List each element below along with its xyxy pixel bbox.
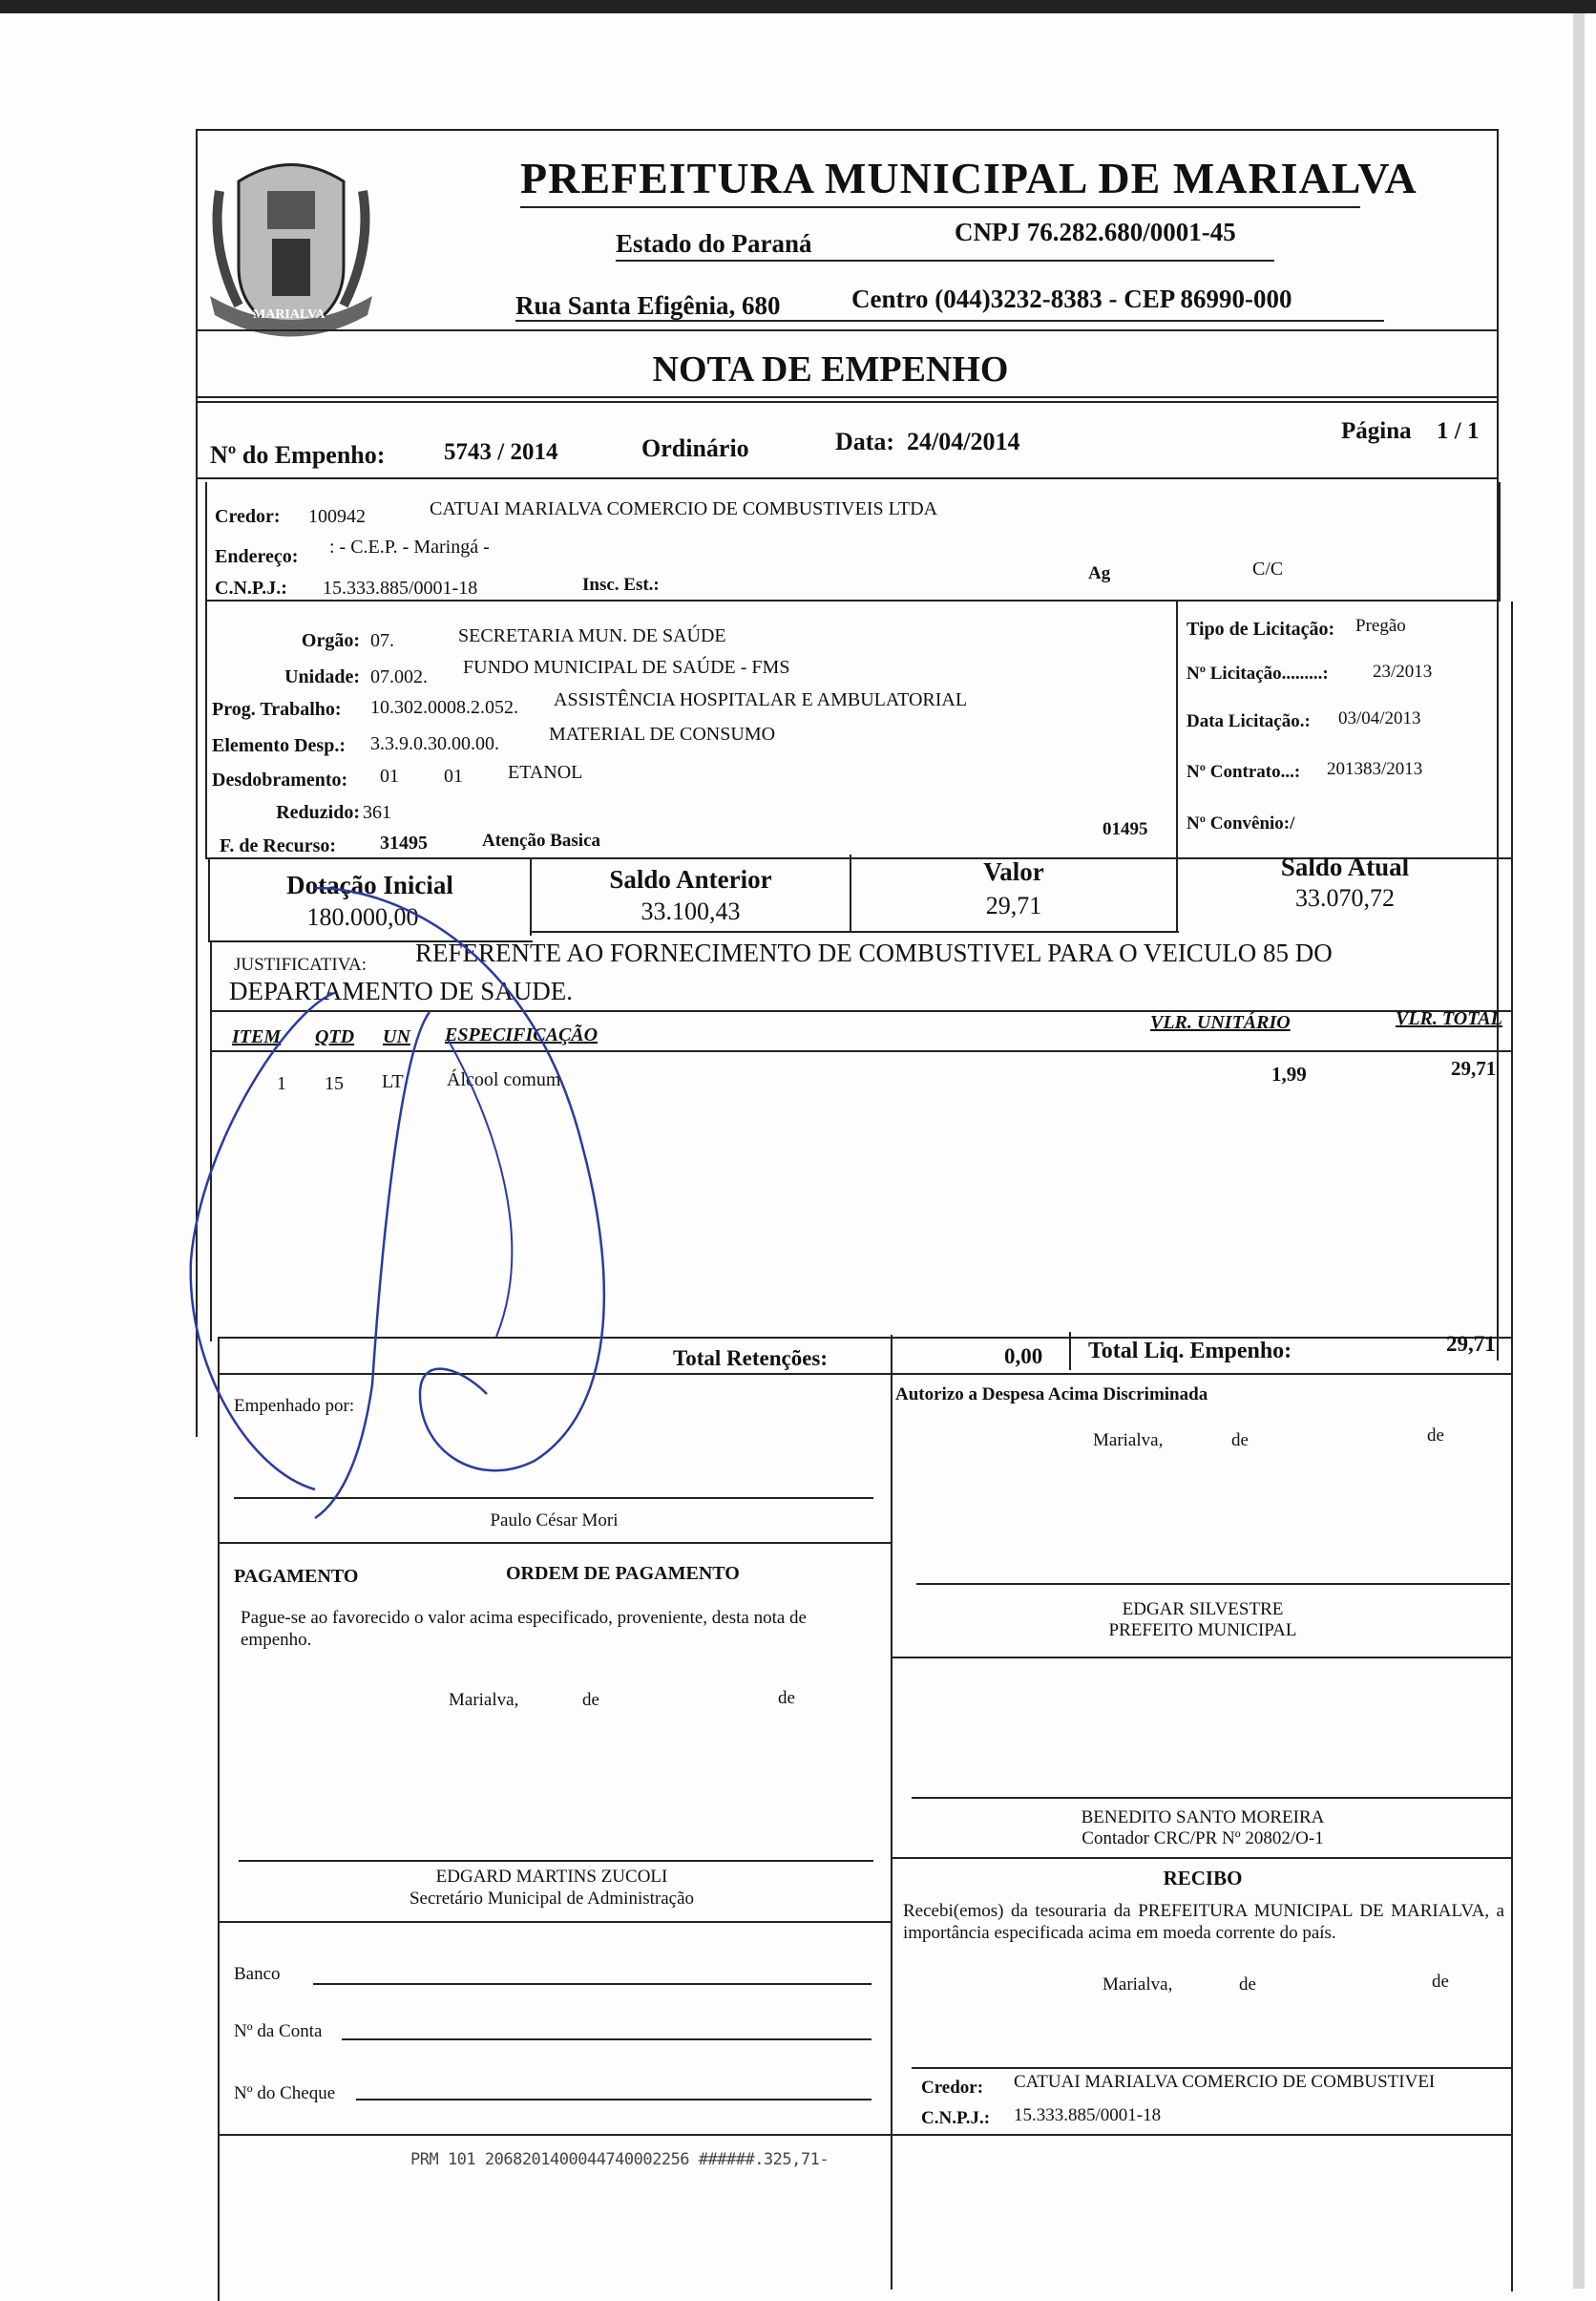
orgao: SECRETARIA MUN. DE SAÚDE	[458, 625, 726, 646]
cheque-label: Nº do Cheque	[234, 2083, 336, 2103]
item-qtd: 15	[325, 1073, 344, 1094]
cc-label: C/C	[1252, 559, 1284, 580]
empenho-data-label: Data:	[835, 428, 895, 455]
dotacao: 180.000,00	[306, 903, 419, 931]
frame-left-top	[196, 129, 198, 1437]
document-title: NOTA DE EMPENHO	[652, 349, 1009, 390]
autorizo-marialva: Marialva,	[1093, 1430, 1164, 1450]
empenho-numero-label: Nº do Empenho:	[210, 441, 386, 469]
autorizo-de-2: de	[1427, 1425, 1444, 1446]
retencoes-label: Total Retenções:	[673, 1346, 829, 1370]
credor-cnpj: 15.333.885/0001-18	[323, 578, 478, 599]
desdobramento-a: 01	[380, 766, 399, 787]
pagamento-label: PAGAMENTO	[234, 1566, 359, 1587]
ag-label: Ag	[1088, 563, 1111, 583]
prefeito-cargo: PREFEITO MUNICIPAL	[1108, 1620, 1297, 1640]
num-licitacao-label: Nº Licitação.........:	[1186, 664, 1329, 684]
prog: ASSISTÊNCIA HOSPITALAR E AMBULATORIAL	[554, 689, 968, 710]
recibo-credor-label: Credor:	[921, 2078, 984, 2098]
saldo-anterior-label: Saldo Anterior	[609, 865, 772, 894]
col-especificacao: ESPECIFICAÇÃO	[445, 1024, 598, 1045]
empenho-numero: 5743 / 2014	[444, 439, 558, 465]
prefeito-nome: EDGAR SILVESTRE	[1122, 1599, 1284, 1619]
col-qtd: QTD	[315, 1026, 355, 1047]
pagamento-texto: Pague-se ao favorecido o valor acima especificado, proveniente, desta nota de empenho.	[241, 1608, 807, 1650]
unidade: FUNDO MUNICIPAL DE SAÚDE - FMS	[463, 657, 790, 678]
contrato: 201383/2013	[1327, 759, 1423, 779]
estado: Estado do Paraná	[616, 229, 812, 258]
col-item: ITEM	[232, 1026, 282, 1047]
contrato-label: Nº Contrato...:	[1186, 762, 1301, 782]
unidade-label: Unidade:	[284, 666, 360, 687]
coat-of-arms	[200, 153, 382, 344]
col-vlr-total: VLR. TOTAL	[1396, 1008, 1502, 1029]
elemento-label: Elemento Desp.:	[212, 735, 346, 756]
desdobramento-b: 01	[444, 766, 463, 787]
empenho-data: 24/04/2014	[907, 428, 1020, 455]
cnpj-label: C.N.P.J.:	[215, 578, 287, 599]
liq-label: Total Liq. Empenho:	[1088, 1339, 1292, 1363]
saldo-atual-label: Saldo Atual	[1280, 853, 1410, 881]
scan-right-border	[1573, 13, 1585, 2289]
scan-top-border	[0, 0, 1596, 13]
credor-nome: CATUAI MARIALVA COMERCIO DE COMBUSTIVEIS LTDA	[430, 498, 938, 519]
recibo-de-1: de	[1239, 1974, 1256, 1995]
recibo-title: RECIBO	[1163, 1867, 1243, 1889]
justificativa-label: JUSTIFICATIVA:	[234, 955, 368, 975]
num-licitacao: 23/2013	[1373, 662, 1433, 682]
insc-est-label: Insc. Est.:	[582, 575, 660, 595]
frame-right-top	[1497, 129, 1499, 1361]
endereco-prefeitura: Rua Santa Efigênia, 680	[515, 291, 781, 320]
autorizo-de-1: de	[1231, 1430, 1249, 1450]
tipo-licitacao: Pregão	[1355, 616, 1406, 636]
orgao-label: Orgão:	[301, 630, 360, 651]
justificativa-line1: REFERENTE AO FORNECIMENTO DE COMBUSTIVEL PARA O VEICULO 85 DO	[415, 939, 1333, 967]
item-un: LT	[382, 1071, 404, 1092]
table-row	[210, 1057, 1513, 1100]
autorizo-label: Autorizo a Despesa Acima Discriminada	[895, 1384, 1208, 1404]
credor-endereco: : - C.E.P. - Maringá -	[329, 537, 490, 558]
pagina-label: Página	[1341, 418, 1412, 444]
banco-field[interactable]	[313, 1983, 872, 1985]
conta-label: Nº da Conta	[234, 2021, 323, 2041]
col-vlr-unitario: VLR. UNITÁRIO	[1150, 1012, 1291, 1033]
reduzido: 361	[363, 802, 391, 823]
item-vlr-total: 29,71	[1451, 1057, 1497, 1080]
desdobramento: ETANOL	[508, 762, 583, 783]
recibo-cnpj-label: C.N.P.J.:	[921, 2108, 991, 2128]
coat-of-arms-label: MARIALVA	[253, 307, 326, 322]
pagamento-de-2: de	[778, 1688, 795, 1708]
reduzido-label: Reduzido:	[276, 802, 360, 823]
tipo-licitacao-label: Tipo de Licitação:	[1186, 619, 1335, 640]
item-especificacao: Álcool comum	[447, 1069, 561, 1090]
ordem-pagamento: ORDEM DE PAGAMENTO	[506, 1563, 740, 1584]
pagamento-marialva: Marialva,	[449, 1690, 519, 1710]
banco-label: Banco	[234, 1964, 281, 1984]
recurso-num: 01495	[1102, 819, 1148, 839]
recibo-credor: CATUAI MARIALVA COMERCIO DE COMBUSTIVEI	[1014, 2072, 1436, 2092]
footer-stamp: PRM 101 2068201400044740002256 ######.325,71-	[410, 2150, 830, 2169]
recibo-marialva: Marialva,	[1102, 1974, 1173, 1995]
data-licitacao-label: Data Licitação.:	[1186, 711, 1311, 731]
recurso-cod: 31495	[380, 833, 428, 854]
empenhado-label: Empenhado por:	[234, 1396, 355, 1416]
cnpj-prefeitura: CNPJ 76.282.680/0001-45	[955, 218, 1236, 246]
saldo-anterior: 33.100,43	[640, 897, 741, 925]
recibo-texto: Recebi(emos) da tesouraria da PREFEITURA MUNICIPAL DE MARIALVA, a importância especificada acima em moeda corrente do país.	[903, 1901, 1504, 1943]
recibo-de-2: de	[1432, 1972, 1449, 1992]
justificativa-line2: DEPARTAMENTO DE SAUDE.	[229, 977, 573, 1005]
secretario-cargo: Secretário Municipal de Administração	[409, 1889, 695, 1909]
recibo-cnpj: 15.333.885/0001-18	[1014, 2105, 1162, 2125]
col-un: UN	[383, 1026, 410, 1047]
dotacao-label: Dotação Inicial	[286, 871, 453, 899]
prog-label: Prog. Trabalho:	[212, 699, 342, 720]
credor-codigo: 100942	[308, 506, 366, 527]
desdobramento-label: Desdobramento:	[212, 770, 348, 791]
credor-label: Credor:	[215, 506, 281, 527]
page-title: PREFEITURA MUNICIPAL DE MARIALVA	[520, 154, 1418, 202]
item-vlr-unitario: 1,99	[1271, 1063, 1307, 1086]
empenho-tipo: Ordinário	[641, 434, 749, 462]
recurso-label: F. de Recurso:	[220, 835, 337, 856]
liq: 29,71	[1446, 1332, 1496, 1356]
frame-top	[196, 129, 1499, 131]
pagina: 1 / 1	[1437, 418, 1480, 444]
cheque-field[interactable]	[356, 2099, 872, 2100]
unidade-cod: 07.002.	[370, 666, 428, 687]
centro-fone: Centro (044)3232-8383 - CEP 86990-000	[851, 285, 1292, 313]
recurso: Atenção Basica	[482, 831, 601, 851]
empenhado-nome: Paulo César Mori	[490, 1510, 619, 1530]
contador-cargo: Contador CRC/PR Nº 20802/O-1	[1082, 1828, 1324, 1848]
orgao-cod: 07.	[370, 630, 394, 651]
retencoes: 0,00	[1004, 1344, 1043, 1368]
prog-cod: 10.302.0008.2.052.	[370, 697, 518, 718]
elemento-cod: 3.3.9.0.30.00.00.	[370, 733, 499, 754]
elemento: MATERIAL DE CONSUMO	[549, 724, 776, 745]
pagamento-de-1: de	[582, 1690, 599, 1710]
valor: 29,71	[985, 892, 1042, 919]
valor-label: Valor	[983, 857, 1044, 886]
secretario-nome: EDGARD MARTINS ZUCOLI	[435, 1867, 668, 1887]
contador-nome: BENEDITO SANTO MOREIRA	[1081, 1807, 1325, 1827]
data-licitacao: 03/04/2013	[1338, 708, 1421, 728]
endereco-label: Endereço:	[215, 546, 299, 567]
saldo-atual: 33.070,72	[1295, 884, 1395, 912]
convenio-label: Nº Convênio:/	[1186, 813, 1295, 834]
item-num: 1	[277, 1073, 286, 1094]
conta-field[interactable]	[342, 2038, 872, 2040]
